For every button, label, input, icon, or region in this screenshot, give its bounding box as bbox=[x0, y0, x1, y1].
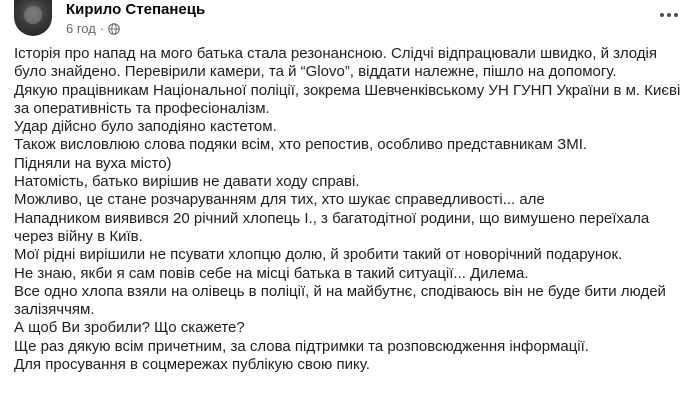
post-time[interactable]: 6 год bbox=[66, 21, 96, 36]
post-paragraph: Можливо, це стане розчаруванням для тих, хто шукає справедливості... але bbox=[14, 191, 545, 209]
author-name[interactable]: Кирило Степанець bbox=[66, 1, 206, 18]
post-paragraph: Все одно хлопа взяли на олівець в поліції, й на майбутнє, сподіваюсь він не буде бити людей залізяччям. bbox=[14, 282, 666, 319]
post-paragraph: Ще раз дякую всім причетним, за слова підтримки та розповсюдження інформації. bbox=[14, 337, 589, 355]
post-paragraph: Нападником виявився 20 річний хлопець І., з багатодітної родини, що вимушено переїхала через війну в Київ. bbox=[14, 209, 650, 245]
globe-icon[interactable] bbox=[108, 23, 120, 35]
post-paragraph: Натомість, батько вирішив не давати ходу справі. bbox=[14, 173, 360, 191]
post-body bbox=[14, 45, 686, 374]
post-paragraph: Не знаю, якби я сам повів себе на місці батька в такий ситуації... Дилема. bbox=[14, 264, 529, 282]
more-options-icon bbox=[660, 13, 678, 17]
post-paragraph: Для просування в соцмережах публікую свою пику. bbox=[14, 356, 370, 374]
post-paragraph: Історія про напад на мого батька стала резонансною. Слідчі відпрацювали швидко, й злодія було знайдено. Перевірили камери, та й “Glovo”, віддати належне, пішло на допомогу. bbox=[14, 45, 658, 81]
meta-separator: · bbox=[99, 21, 105, 36]
author-avatar[interactable] bbox=[14, 0, 52, 36]
post-paragraph: Удар дійсно було заподіяно кастетом. bbox=[14, 118, 277, 136]
post-paragraph: Також висловлюю слова подяки всім, хто репостив, особливо представникам ЗМІ. bbox=[14, 136, 588, 154]
post-paragraph: А щоб Ви зробили? Що скажете? bbox=[14, 319, 245, 337]
more-options-button[interactable] bbox=[656, 6, 682, 24]
post-meta bbox=[66, 21, 120, 36]
post-paragraph: Мої рідні вирішили не псувати хлопцю долю, й зробити такий от новорічний подарунок. bbox=[14, 246, 623, 264]
post-paragraph: Підняли на вуха місто) bbox=[14, 154, 172, 172]
post-paragraph: Дякую працівникам Національної поліції, зокрема Шевченківському УН ГУНП України в м. Києві за оперативність та професіоналізм. bbox=[14, 81, 681, 117]
post-header bbox=[14, 0, 686, 40]
